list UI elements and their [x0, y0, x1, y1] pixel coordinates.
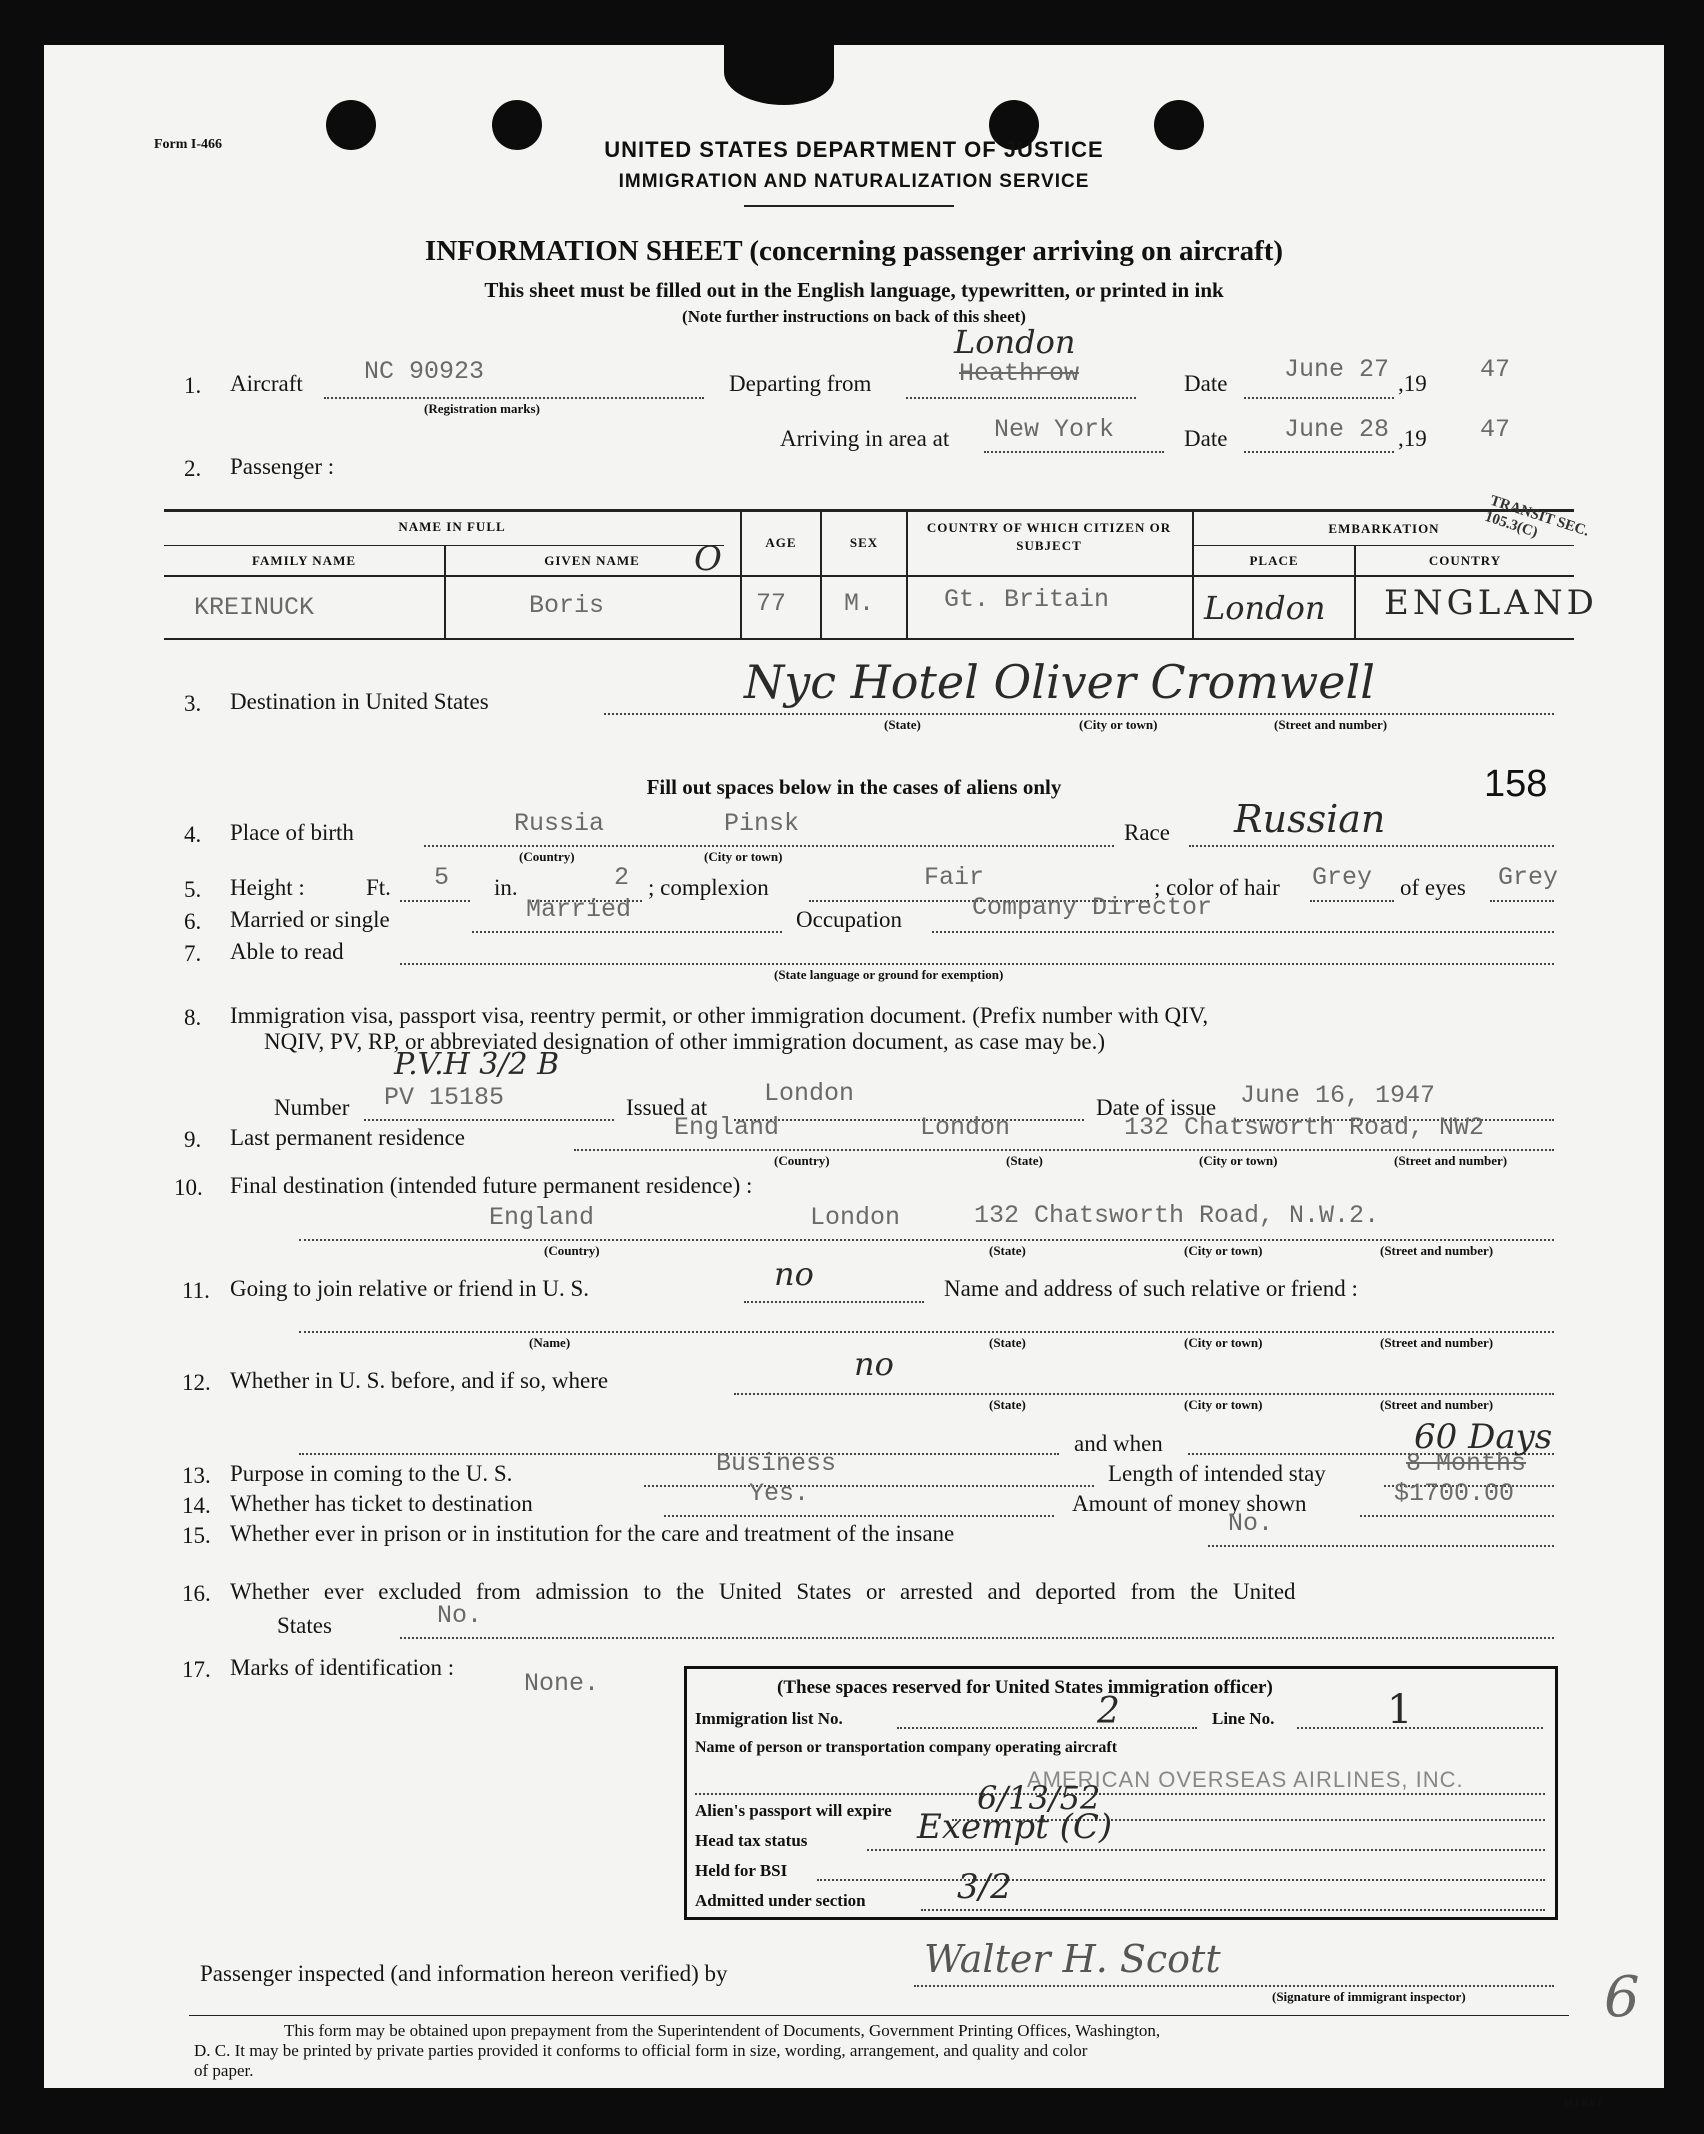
ticket-value: Yes.	[749, 1479, 810, 1508]
ft-value: 5	[434, 863, 450, 892]
race-label: Race	[1124, 820, 1170, 845]
embark-place-value: London	[1204, 589, 1326, 627]
list-line	[897, 1727, 1197, 1729]
form-title: INFORMATION SHEET (concerning passenger arriving on aircraft)	[424, 235, 1284, 267]
issued-label: Issued at	[626, 1095, 708, 1120]
embarkation-header: EMBARKATION	[1328, 521, 1440, 536]
date2-year: 47	[1480, 415, 1511, 444]
given-name-header: GIVEN NAME	[544, 553, 640, 568]
footer-line3: of paper.	[194, 2061, 254, 2080]
registration-sublabel: (Registration marks)	[424, 401, 540, 416]
table-divider	[740, 511, 742, 638]
signature-line	[914, 1985, 1554, 1987]
marks-value: None.	[524, 1669, 600, 1698]
number-label: Number	[274, 1095, 350, 1120]
aircraft-line	[324, 397, 704, 399]
country-header: COUNTRY	[1428, 553, 1502, 568]
signature-sublabel: (Signature of immigrant inspector)	[1272, 1989, 1466, 2004]
read-sublabel: (State language or ground for exemption)	[774, 967, 1004, 982]
city-sublabel: (City or town)	[1184, 1397, 1263, 1412]
excluded-value: No.	[437, 1601, 483, 1630]
excluded-line	[400, 1637, 1554, 1639]
read-label: Able to read	[230, 939, 344, 964]
issued-value: London	[764, 1079, 855, 1108]
married-label: Married or single	[230, 907, 390, 932]
street-sublabel: (Street and number)	[1380, 1335, 1494, 1350]
visa-hand-note: P.V.H 3/2 B	[394, 1047, 560, 1082]
item-number: 9.	[184, 1127, 202, 1152]
city-sublabel: (City or town)	[704, 849, 783, 864]
footer-rule	[189, 2015, 1569, 2016]
country-sublabel: (Country)	[519, 849, 575, 864]
footer-line1: This form may be obtained upon prepayment from the Superintendent of Documents, Government Printing Offices, Washington,	[284, 2021, 1161, 2040]
inspected-label: Passenger inspected (and information hereon verified) by	[200, 1961, 728, 1986]
item-number: 11.	[182, 1278, 210, 1303]
join-line	[744, 1301, 924, 1303]
tax-value: Exempt (C)	[917, 1807, 1113, 1847]
birth-country-value: Russia	[514, 809, 605, 838]
passenger-label: Passenger :	[230, 454, 335, 479]
hair-label: ; color of hair	[1154, 875, 1280, 900]
birth-line	[424, 845, 1114, 847]
city-sublabel: (City or town)	[1079, 717, 1158, 732]
birth-city-value: Pinsk	[724, 809, 800, 838]
destination-line	[604, 713, 1554, 715]
occupation-value: Company Director	[972, 893, 1213, 922]
officer-box-title: (These spaces reserved for United States immigration officer)	[777, 1677, 1273, 1698]
place-header: PLACE	[1249, 553, 1299, 568]
join-value: no	[774, 1255, 814, 1293]
item-number: 12.	[182, 1370, 211, 1395]
list-value: 2	[1097, 1691, 1120, 1732]
excluded-line1: Whether ever excluded from admission to the United States or arrested and deported from the United	[230, 1579, 1296, 1604]
form-number: Form I-466	[154, 137, 223, 152]
date2-label: Date	[1184, 426, 1228, 451]
item-number: 8.	[184, 1005, 202, 1030]
table-bottom-rule	[164, 638, 1574, 640]
purpose-value: Business	[716, 1449, 837, 1478]
list-label: Immigration list No.	[695, 1709, 843, 1728]
join-label: Going to join relative or friend in U. S.	[230, 1276, 589, 1301]
relative-line	[299, 1331, 1554, 1333]
ticket-line	[664, 1515, 1054, 1517]
torn-edge	[724, 45, 834, 105]
state-sublabel: (State)	[989, 1335, 1026, 1350]
before-line	[734, 1393, 1554, 1395]
city-sublabel: (City or town)	[1199, 1153, 1278, 1168]
date2-value: June 28	[1284, 415, 1390, 444]
service-heading: IMMIGRATION AND NATURALIZATION SERVICE	[618, 171, 1090, 192]
date-of-issue-value: June 16, 1947	[1240, 1081, 1436, 1110]
citizen-value: Gt. Britain	[944, 585, 1110, 614]
read-line	[400, 963, 1554, 965]
date2-prefix: ,19	[1398, 426, 1427, 451]
complexion-value: Fair	[924, 863, 985, 892]
item-number: 1.	[184, 373, 202, 398]
occupation-label: Occupation	[796, 907, 903, 932]
in-label: in.	[494, 875, 518, 900]
name-in-full-header: NAME IN FULL	[398, 519, 506, 534]
hair-line	[1310, 900, 1394, 902]
eyes-line	[1490, 900, 1554, 902]
form-page	[44, 45, 1664, 2109]
state-sublabel: (State)	[989, 1397, 1026, 1412]
margin-mark: 6	[1604, 1965, 1640, 2030]
number-line	[364, 1119, 614, 1121]
section-line	[921, 1909, 1545, 1911]
in-value: 2	[614, 863, 630, 892]
marks-label: Marks of identification :	[230, 1655, 455, 1680]
eyes-value: Grey	[1498, 863, 1559, 892]
final-state-value: London	[810, 1203, 901, 1232]
date1-year: 47	[1480, 355, 1511, 384]
state-sublabel: (State)	[1006, 1153, 1043, 1168]
final-country-value: England	[489, 1203, 595, 1232]
money-value: $1700.00	[1394, 1479, 1515, 1508]
item-number: 10.	[174, 1175, 203, 1200]
department-heading: UNITED STATES DEPARTMENT OF JUSTICE	[604, 137, 1104, 162]
residence-label: Last permanent residence	[230, 1125, 465, 1150]
line-value: 1	[1387, 1687, 1413, 1733]
given-name-value: Boris	[529, 591, 605, 620]
departing-value: Heathrow	[959, 359, 1080, 388]
item-number: 2.	[184, 456, 202, 481]
money-line	[1360, 1515, 1554, 1517]
item-number: 16.	[182, 1581, 211, 1606]
section-label: Admitted under section	[695, 1891, 866, 1910]
passport-label: Alien's passport will expire	[695, 1801, 892, 1820]
passport-value: 6/13/52	[977, 1779, 1101, 1817]
tax-line	[867, 1849, 1545, 1851]
departing-line	[906, 397, 1136, 399]
inspector-signature: Walter H. Scott	[924, 1937, 1221, 1981]
company-label: Name of person or transportation company operating aircraft	[695, 1739, 1118, 1756]
visa-text-line2: NQIV, PV, RP, or abbreviated designation of other immigration document, as case may be.)	[264, 1029, 1106, 1054]
family-name-header: FAMILY NAME	[251, 553, 357, 568]
issued-line	[734, 1119, 1084, 1121]
footer-line2: D. C. It may be printed by private parties provided it conforms to official form in size, wording, arrangement, and quality and color	[194, 2041, 1088, 2060]
country-sublabel: (Country)	[544, 1243, 600, 1258]
note-text: (Note further instructions on back of this sheet)	[682, 307, 1026, 326]
table-mid-rule	[1192, 545, 1574, 546]
item-number: 15.	[182, 1523, 211, 1548]
date-label: Date	[1184, 371, 1228, 396]
married-value: Married	[526, 895, 632, 924]
bsi-label: Held for BSI	[695, 1861, 788, 1880]
item-number: 14.	[182, 1493, 211, 1518]
state-sublabel: (State)	[989, 1243, 1026, 1258]
final-street-value: 132 Chatsworth Road, N.W.2.	[974, 1201, 1380, 1230]
arriving-line	[984, 451, 1164, 453]
section-value: 3/2	[957, 1867, 1012, 1907]
street-sublabel: (Street and number)	[1380, 1243, 1494, 1258]
aliens-header: Fill out spaces below in the cases of aliens only	[646, 775, 1062, 799]
item-number: 7.	[184, 941, 202, 966]
transit-stamp: TRANSIT SEC. 105.3(C)	[1482, 492, 1591, 541]
number-value: PV 15185	[384, 1083, 505, 1112]
height-label: Height :	[230, 875, 305, 900]
embark-country-value: ENGLAND	[1384, 583, 1598, 623]
line-label: Line No.	[1212, 1709, 1275, 1728]
table-divider	[906, 511, 908, 638]
street-sublabel: (Street and number)	[1394, 1153, 1508, 1168]
footer-code: H1881	[1564, 2097, 1605, 2109]
company-line	[695, 1793, 1545, 1795]
family-name-value: KREINUCK	[194, 593, 315, 622]
before-line2	[299, 1453, 1059, 1455]
stay-label: Length of intended stay	[1108, 1461, 1326, 1486]
departing-hand: London	[954, 323, 1076, 361]
prison-label: Whether ever in prison or in institution for the care and treatment of the insane	[230, 1521, 955, 1546]
item-number: 3.	[184, 691, 202, 716]
file-number: 158	[1484, 763, 1548, 805]
tax-label: Head tax status	[695, 1831, 808, 1850]
item-number: 17.	[182, 1657, 211, 1682]
street-sublabel: (Street and number)	[1380, 1397, 1494, 1412]
when-label: and when	[1074, 1431, 1163, 1456]
stay-typed-value: 8 Months	[1406, 1449, 1527, 1478]
state-sublabel: (State)	[884, 717, 921, 732]
stay-hand-value: 60 Days	[1414, 1417, 1553, 1457]
table-header-rule	[164, 575, 1574, 577]
ft-line	[400, 900, 470, 902]
instruction-text: This sheet must be filled out in the English language, typewritten, or printed in ink	[484, 278, 1224, 302]
married-line	[472, 931, 782, 933]
birth-label: Place of birth	[230, 820, 354, 845]
residence-line	[574, 1149, 1554, 1151]
final-line	[299, 1239, 1554, 1241]
table-top-rule	[164, 509, 1574, 512]
item-number: 5.	[184, 877, 202, 902]
name-sublabel: (Name)	[529, 1335, 571, 1350]
bsi-line	[817, 1879, 1545, 1881]
citizen-header: COUNTRY OF WHICH CITIZEN OR SUBJECT	[926, 520, 1172, 553]
line-no-line	[1297, 1727, 1543, 1729]
residence-country-value: England	[674, 1113, 780, 1142]
occupation-line	[932, 931, 1554, 933]
prison-line	[1208, 1545, 1554, 1547]
country-sublabel: (Country)	[774, 1153, 830, 1168]
arriving-value: New York	[994, 415, 1115, 444]
eyes-label: of eyes	[1400, 875, 1466, 900]
street-sublabel: (Street and number)	[1274, 717, 1388, 732]
departing-label: Departing from	[729, 371, 872, 396]
item-number: 4.	[184, 822, 202, 847]
before-label: Whether in U. S. before, and if so, where	[230, 1368, 609, 1393]
before-value: no	[854, 1345, 894, 1383]
ticket-label: Whether has ticket to destination	[230, 1491, 533, 1516]
date1-prefix: ,19	[1398, 371, 1427, 396]
table-divider	[820, 511, 822, 638]
city-sublabel: (City or town)	[1184, 1335, 1263, 1350]
given-name-mark: O	[694, 539, 722, 579]
item-number: 13.	[182, 1463, 211, 1488]
residence-state-value: London	[920, 1113, 1011, 1142]
purpose-label: Purpose in coming to the U. S.	[230, 1461, 513, 1486]
item-number: 6.	[184, 909, 202, 934]
officer-box	[684, 1666, 1558, 1920]
date1-value: June 27	[1284, 355, 1390, 384]
city-sublabel: (City or town)	[1184, 1243, 1263, 1258]
age-header: AGE	[765, 535, 797, 550]
age-value: 77	[756, 589, 787, 618]
prison-value: No.	[1228, 1509, 1274, 1538]
date-line	[1244, 397, 1394, 399]
aircraft-value: NC 90923	[364, 357, 485, 386]
final-label: Final destination (intended future permanent residence) :	[230, 1173, 753, 1198]
complexion-label: ; complexion	[648, 875, 769, 900]
money-label: Amount of money shown	[1072, 1491, 1307, 1516]
header-rule	[744, 205, 954, 207]
relative-label: Name and address of such relative or friend :	[944, 1276, 1358, 1301]
excluded-line2: States	[277, 1613, 332, 1638]
destination-label: Destination in United States	[230, 689, 489, 714]
date2-line	[1244, 451, 1394, 453]
sex-value: M.	[844, 589, 875, 618]
ft-label: Ft.	[366, 875, 391, 900]
arriving-label: Arriving in area at	[780, 426, 950, 451]
aircraft-label: Aircraft	[230, 371, 303, 396]
sex-header: SEX	[849, 535, 879, 550]
purpose-line	[644, 1485, 1094, 1487]
race-line	[1189, 845, 1554, 847]
company-value: AMERICAN OVERSEAS AIRLINES, INC.	[1027, 1767, 1464, 1792]
visa-text-line1: Immigration visa, passport visa, reentry permit, or other immigration document. (Prefix number with QIV,	[230, 1003, 1209, 1028]
date-of-issue-label: Date of issue	[1096, 1095, 1217, 1120]
race-value: Russian	[1234, 797, 1386, 841]
hair-value: Grey	[1312, 863, 1373, 892]
residence-street-value: 132 Chatsworth Road, NW2	[1124, 1113, 1485, 1142]
destination-value: Nyc Hotel Oliver Cromwell	[744, 655, 1375, 709]
